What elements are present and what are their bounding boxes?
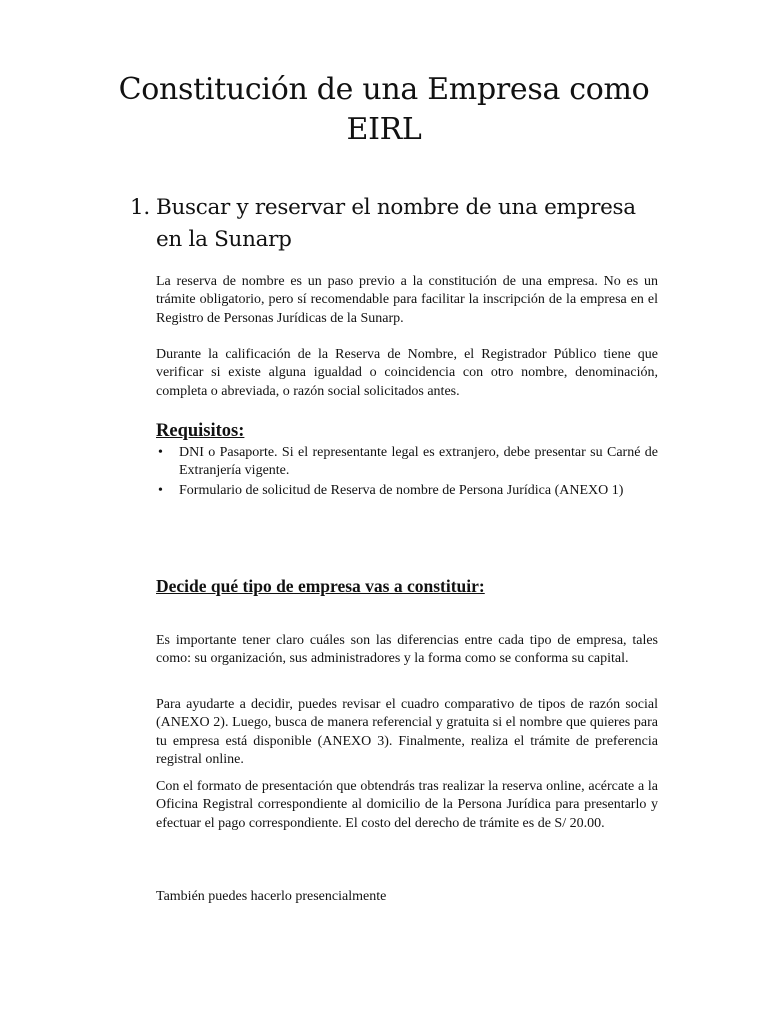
requirements-heading: Requisitos: <box>156 421 245 441</box>
list-item <box>156 482 658 500</box>
bullet-icon: • <box>158 445 163 460</box>
section-1-number: 1. <box>130 195 150 220</box>
requirement-text: Formulario de solicitud de Reserva de nombre de Persona Jurídica (ANEXO 1) <box>179 482 624 498</box>
bullet-icon: • <box>158 482 163 498</box>
section-1-heading <box>130 192 650 256</box>
document-title: Constitución de una Empresa como EIRL <box>118 72 650 147</box>
paragraph-presentation-format: Con el formato de presentación que obtendrás tras realizar la reserva online, acércate a la Oficina Registral correspondiente al domicilio de la Persona Jurídica para presentarlo y efectuar el pago correspondiente. El costo del derecho de trámite es de S/ 20.00. <box>156 779 658 831</box>
paragraph-qualification: Durante la calificación de la Reserva de Nombre, el Registrador Público tiene que verificar si existe alguna igualdad o coincidencia con otro nombre, denominación, completa o abreviada, o razón social solicitados antes. <box>156 347 658 399</box>
paragraph-in-person: También puedes hacerlo presencialmente <box>156 889 387 904</box>
list-item <box>156 444 658 481</box>
section-1-heading-text: Buscar y reservar el nombre de una empresa en la Sunarp <box>156 195 636 252</box>
requirements-list <box>156 444 658 501</box>
requirement-text: DNI o Pasaporte. Si el representante legal es extranjero, debe presentar su Carné de Extranjería vigente. <box>179 445 658 479</box>
paragraph-help-decide: Para ayudarte a decidir, puedes revisar el cuadro comparativo de tipos de razón social (ANEXO 2). Luego, busca de manera referencial y gratuita si el nombre que quieres para tu empresa está disponible (ANEXO 3). Finalmente, realiza el trámite de preferencia registral online. <box>156 697 658 768</box>
paragraph-differences: Es importante tener claro cuáles son las diferencias entre cada tipo de empresa, tales como: su organización, sus administradores y la forma como se conforma su capital. <box>156 633 658 667</box>
paragraph-name-reservation: La reserva de nombre es un paso previo a la constitución de una empresa. No es un trámite obligatorio, pero sí recomendable para facilitar la inscripción de la empresa en el Registro de Personas Jurídicas de la Sunarp. <box>156 274 658 326</box>
section-2-heading: Decide qué tipo de empresa vas a constituir: <box>156 576 485 596</box>
